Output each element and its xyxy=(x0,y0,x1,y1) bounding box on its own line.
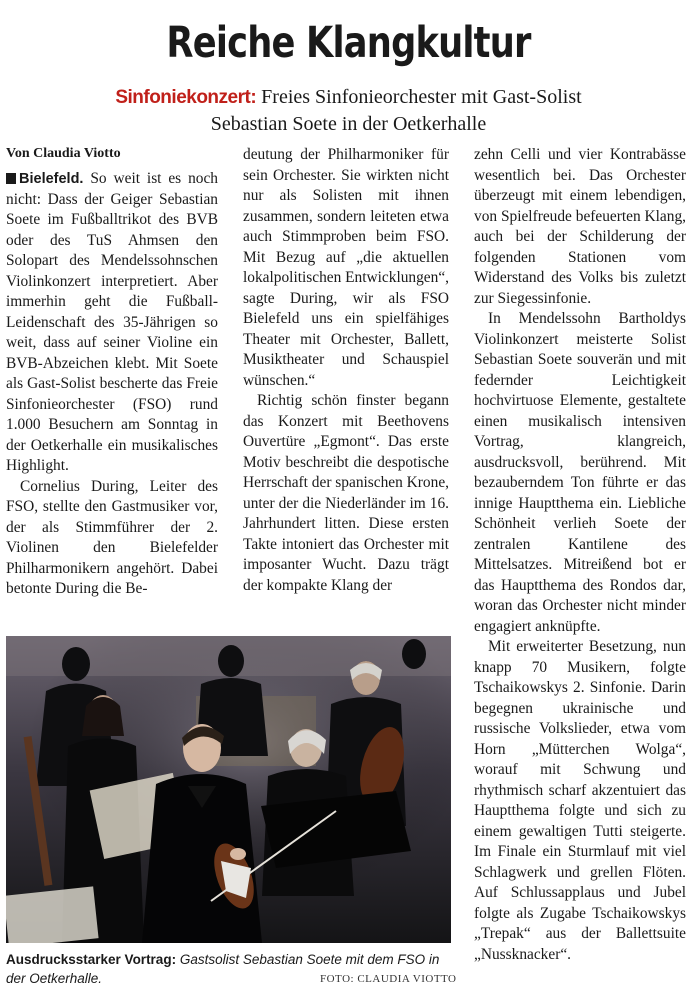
article-column-1 xyxy=(6,145,218,600)
subhead-kicker: Sinfoniekonzert: xyxy=(115,87,257,108)
paragraph-text: So weit ist es noch nicht: Dass der Geiger Sebastian Soete im Fußballtrikot des BVB oder des TuS Ahmsen den Solopart des Mendelssohnschen Violinkonzert interpretiert. Aber immerhin geht die Fußball-Leidenschaft des 35-Jährigen so weit, dass auf seiner Violine ein BVB-Abzeichen klebt. Mit Soete als Gast-Solist bescherte das Freie Sinfonieorchester (FSO) rund 1.000 Besuchern am Sonntag in der Oetkerhalle ein musikalisches Highlight. xyxy=(6,170,218,474)
subheadline xyxy=(0,84,697,137)
paragraph: Mit erweiterter Besetzung, nun knapp 70 Musikern, folgte Tschaikowskys 2. Sinfonie. Darin begegnen ukrainische und russische Volkslieder, etwa vom Horn „Mütterchen Wolga“, worauf mit Schwung und rhythmisch scharf akzentuiert das Hauptthema folgte und sich zu einem gewaltigen Tutti steigerte. Im Finale ein Sturmlauf mit viel Schlagwerk und grellen Flöten. Auf Schlussapplaus und Jubel folgte als Zugabe Tschaikowskys „Trepak“ aus der Ballettsuite „Nussknacker“. xyxy=(474,638,686,963)
subhead-line-2: Sebastian Soete in der Oetkerhalle xyxy=(210,113,487,135)
byline: Von Claudia Viotto xyxy=(6,146,121,161)
caption-text: Gastsolist Sebastian Soete mit dem FSO in der Oetkerhalle. xyxy=(6,952,440,986)
paragraph: deutung der Philharmoniker für sein Orchester. Sie wirkten nicht nur als Solisten mit ihnen zusammen, sondern leiteten etwa auch Stimmproben beim FSO. Mit Bezug auf „die aktuellen lokalpolitischen Entwicklungen“, sagte During, wir als FSO Bielefeld uns ein spielfähiges Theater mit Orchester, Ballett, Musiktheater und Schauspiel wünschen.“ xyxy=(243,146,450,389)
article-column-2 xyxy=(243,145,449,596)
headline: Reiche Klangkultur xyxy=(166,18,531,68)
photo-credit: FOTO: CLAUDIA VIOTTO xyxy=(320,973,457,985)
concert-photo xyxy=(6,636,451,943)
paragraph: Cornelius During, Leiter des FSO, stellte den Gastmusiker vor, der als Stimmführer der 2. Violinen den Bielefelder Philharmonikern angehört. Dabei betonte During die Be- xyxy=(6,477,218,597)
dateline: Bielefeld. xyxy=(19,171,84,187)
caption-lead: Ausdrucksstarker Vortrag: xyxy=(6,952,177,967)
subhead-line-1: Freies Sinfonieorchester mit Gast-Solist xyxy=(261,86,582,108)
concert-photo-illustration xyxy=(6,636,451,943)
article-column-3 xyxy=(474,145,686,965)
paragraph: zehn Celli und vier Kontrabässe wesentlich bei. Das Orchester überzeugt mit einem lebendigen, von Spielfreude befeuerten Klang, auch bei der Schilderung der folgenden Stationen vom Widerstand des Volks bis zuletzt zur Siegessinfonie. xyxy=(474,146,686,307)
paragraph: In Mendelssohn Bartholdys Violinkonzert meisterte Solist Sebastian Soete souverän und mit federnder Leichtigkeit hochvirtuose Elemente, gestaltete einen musikalisch intensiven Vortrag, klangreich, ausdrucksvoll, berührend. Mit bezauberndem Ton führte er das innige Hauptthema ein. Liebliche Schönheit verlieh Soete der zentralen Kantilene des Mittelsatzes. Mitreißend bot er das Hauptthema des Rondos dar, woran das Orchester nicht minder engagiert anknüpfte. xyxy=(474,310,686,635)
paragraph xyxy=(6,169,218,477)
paragraph: Richtig schön finster begann das Konzert mit Beethovens Ouvertüre „Egmont“. Das erste Motiv beschreibt die despotische Herrschaft der spanischen Krone, unter der die Niederländer im 16. Jahrhundert litten. Diese ersten Takte intoniert das Orchester mit imposanter Wucht. Dazu trägt der kompakte Klang der xyxy=(243,392,449,594)
dateline-marker-icon xyxy=(6,173,16,184)
